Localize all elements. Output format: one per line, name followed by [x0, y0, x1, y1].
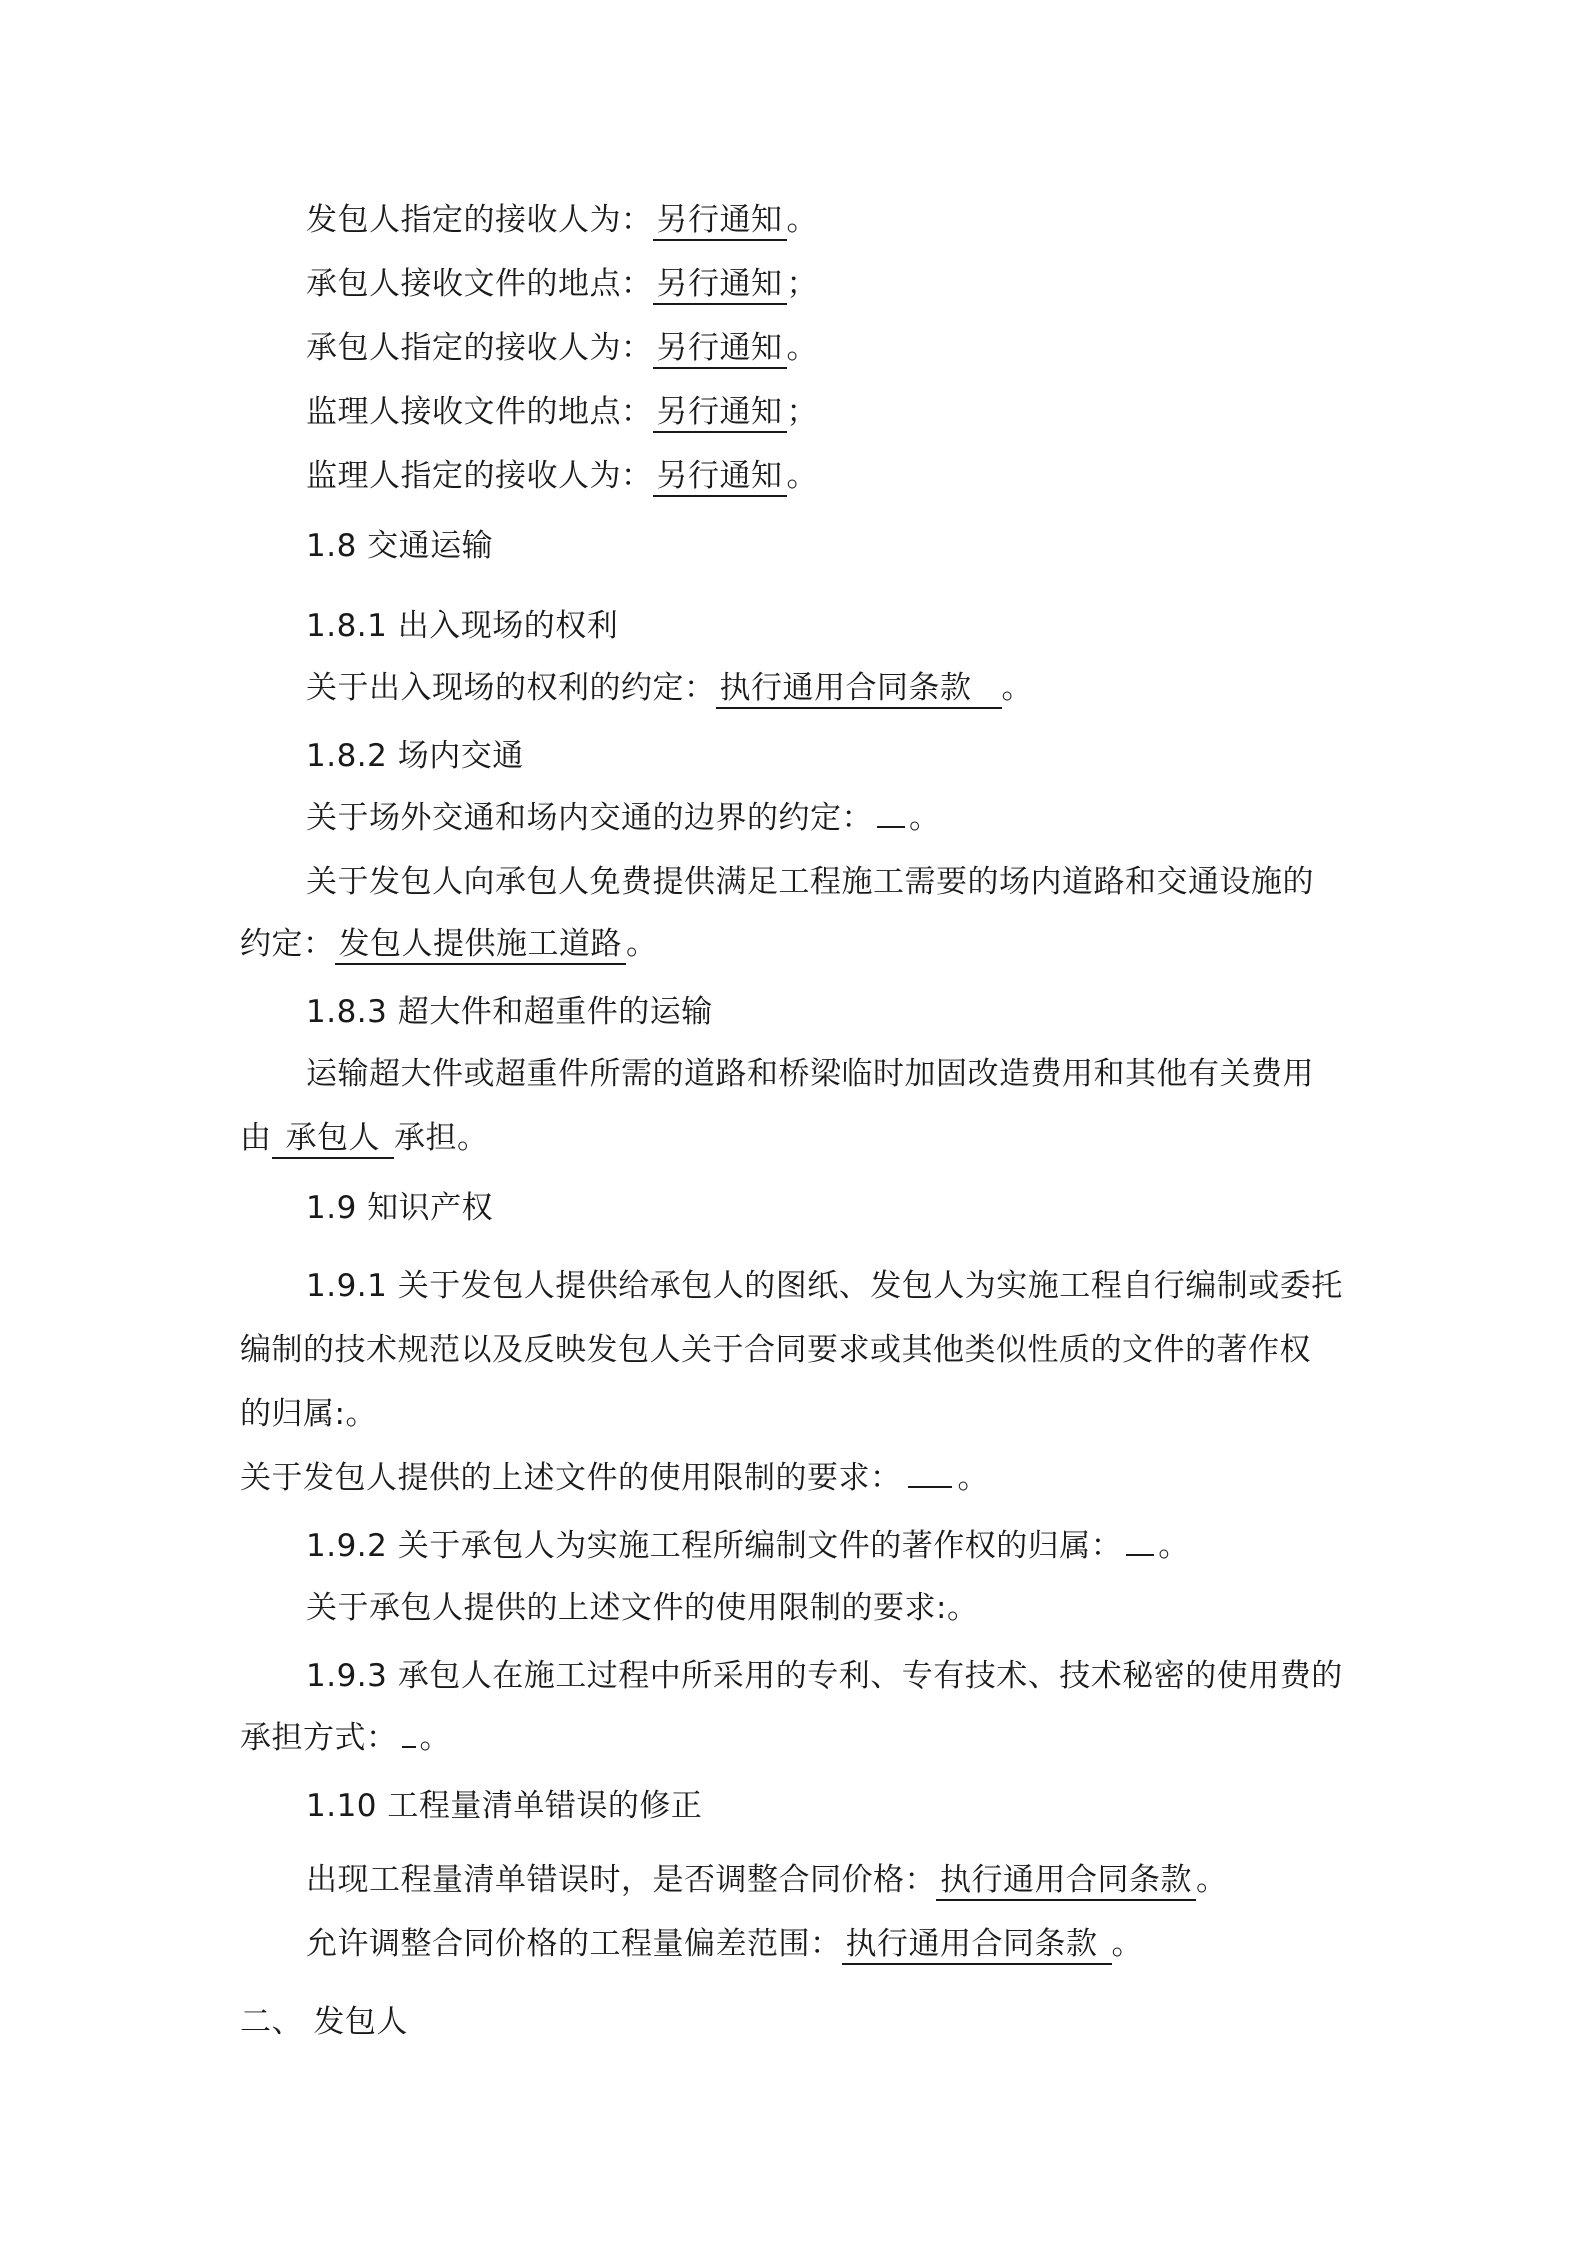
- section-heading: 1.8.3 超大件和超重件的运输: [306, 994, 713, 1030]
- text-line: 承担方式： 。: [240, 1716, 451, 1760]
- text-line: 监理人接收文件的地点： 另行通知 ；: [306, 390, 818, 434]
- text-line: 1.9.3 承包人在施工过程中所采用的专利、专有技术、技术秘密的使用费的: [306, 1658, 1343, 1694]
- section-heading: 1.8 交通运输: [306, 528, 494, 564]
- text-line: 由 承包人 承担。: [240, 1116, 489, 1160]
- blank-field: [908, 1456, 952, 1488]
- text-line: 允许调整合同价格的工程量偏差范围： 执行通用合同条款 。: [306, 1922, 1143, 1966]
- blank-field: [877, 796, 905, 828]
- text-line: 出现工程量清单错误时，是否调整合同价格： 执行通用合同条款 。: [306, 1858, 1228, 1902]
- filled-value: 另行通知: [653, 457, 787, 497]
- filled-value: 执行通用合同条款: [842, 1925, 1112, 1965]
- filled-value: 另行通知: [653, 393, 787, 433]
- text-line: 编制的技术规范以及反映发包人关于合同要求或其他类似性质的文件的著作权: [240, 1332, 1311, 1368]
- text-line: 发包人指定的接收人为： 另行通知 。: [306, 198, 818, 242]
- section-heading: 1.8.1 出入现场的权利: [306, 608, 619, 644]
- filled-value: 另行通知: [653, 265, 787, 305]
- text-line: 的归属:。: [240, 1396, 377, 1432]
- filled-value: 另行通知: [653, 201, 787, 241]
- filled-value: 发包人提供施工道路: [335, 925, 627, 965]
- text-line: 关于发包人向承包人免费提供满足工程施工需要的场内道路和交通设施的: [306, 864, 1314, 900]
- text-line: 关于场外交通和场内交通的边界的约定： 。: [306, 796, 941, 840]
- text-line: 关于出入现场的权利的约定： 执行通用合同条款 。: [306, 666, 1033, 710]
- chapter-heading: 二、 发包人: [240, 2004, 408, 2040]
- blank-field: [402, 1716, 416, 1748]
- filled-value: 执行通用合同条款: [716, 669, 1002, 709]
- blank-field: [1126, 1524, 1154, 1556]
- text-line: 运输超大件或超重件所需的道路和桥梁临时加固改造费用和其他有关费用: [306, 1056, 1314, 1092]
- text-line: 1.9.2 关于承包人为实施工程所编制文件的著作权的归属： 。: [306, 1524, 1190, 1568]
- text-line: 1.9.1 关于发包人提供给承包人的图纸、发包人为实施工程自行编制或委托: [306, 1268, 1343, 1304]
- filled-value: 另行通知: [653, 329, 787, 369]
- filled-value: 执行通用合同条款: [936, 1861, 1196, 1901]
- section-heading: 1.9 知识产权: [306, 1190, 494, 1226]
- text-line: 承包人接收文件的地点： 另行通知 ；: [306, 262, 818, 306]
- text-line: 承包人指定的接收人为： 另行通知 。: [306, 326, 818, 370]
- text-line: 关于发包人提供的上述文件的使用限制的要求： 。: [240, 1456, 989, 1500]
- text-line: 约定： 发包人提供施工道路 。: [240, 922, 658, 966]
- section-heading: 1.8.2 场内交通: [306, 738, 524, 774]
- section-heading: 1.10 工程量清单错误的修正: [306, 1788, 703, 1824]
- text-line: 关于承包人提供的上述文件的使用限制的要求:。: [306, 1590, 979, 1626]
- filled-value: 承包人: [272, 1119, 395, 1159]
- text-line: 监理人指定的接收人为： 另行通知 。: [306, 454, 818, 498]
